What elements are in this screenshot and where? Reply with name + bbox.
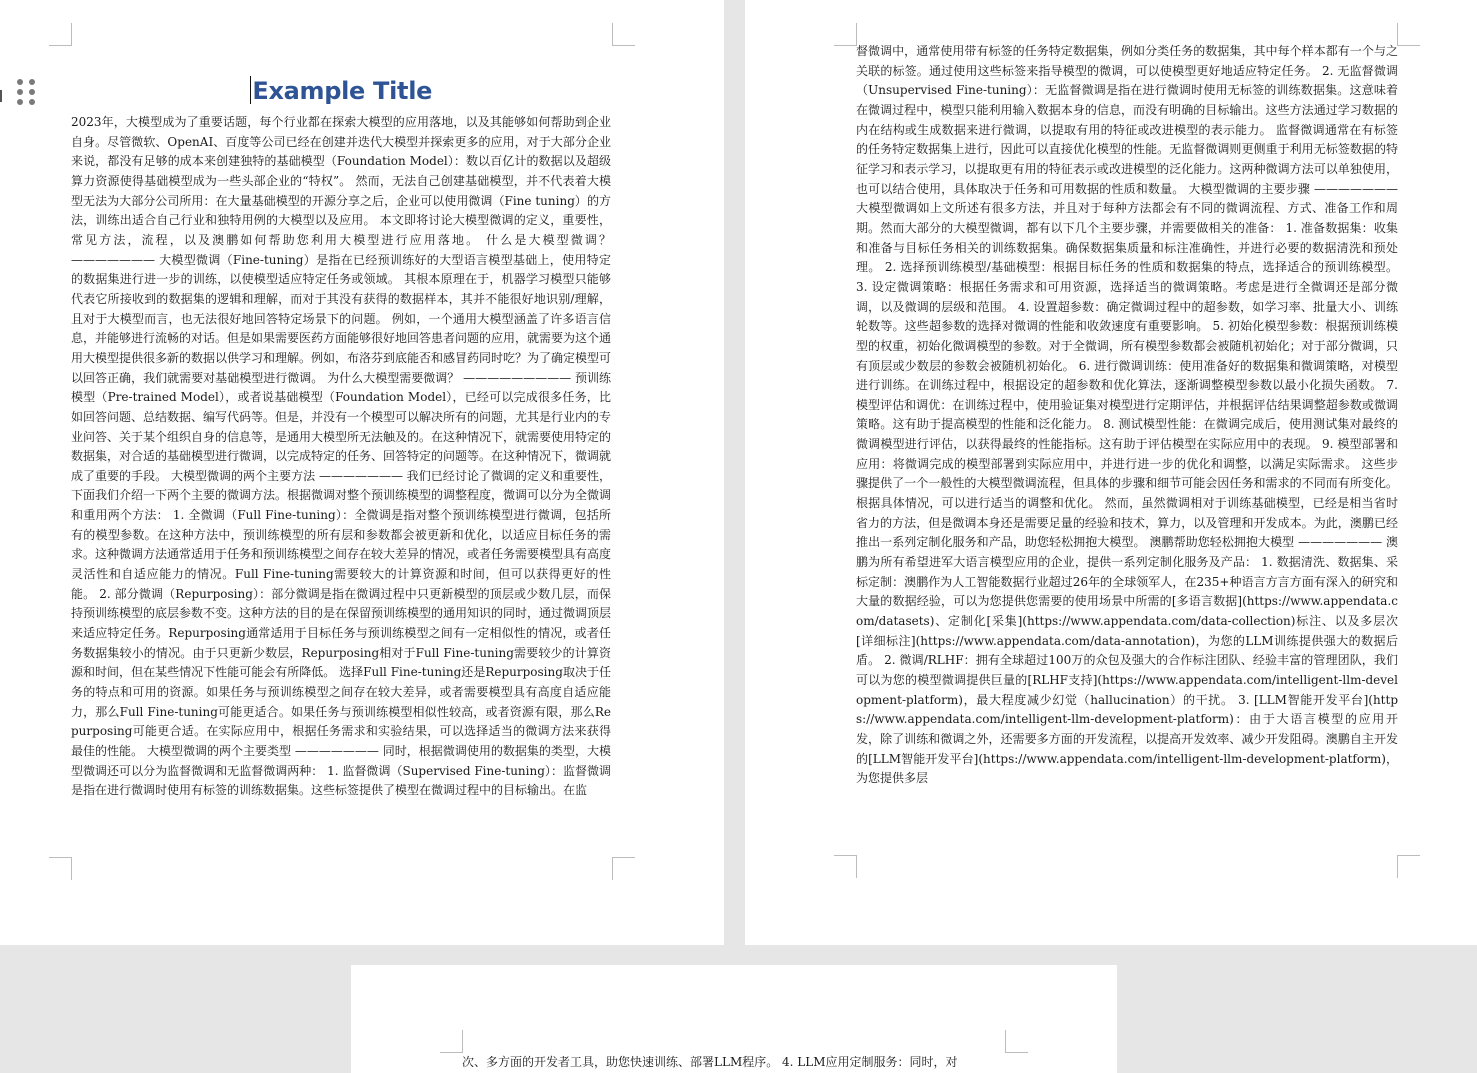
document-title-block[interactable]: [71, 76, 611, 105]
page-3-body-text[interactable]: 次、多方面的开发者工具，助您快速训练、部署LLM程序。 4. LLM应用定制服务：同时，对: [462, 1055, 958, 1069]
crop-mark-top-left: [440, 1030, 463, 1053]
crop-mark-bottom-right: [612, 857, 635, 880]
document-title[interactable]: Example Title: [252, 77, 433, 105]
crop-mark-top-right: [612, 23, 635, 46]
document-page-1[interactable]: [0, 0, 724, 945]
crop-mark-top-left: [49, 23, 72, 46]
page-1-body-text[interactable]: 2023年，大模型成为了重要话题，每个行业都在探索大模型的应用落地，以及其能够如何帮助到企业自身。尽管微软、OpenAI、百度等公司已经在创建并迭代大模型并探索更多的应用，对于大部分企业来说，都没有足够的成本来创建独特的基础模型（Foundation Model）：数以百亿计的数据以及超级算力资源使得基础模型成为一些头部企业的“特权”。 然而，无法自己创建基础模型，并不代表着大模型无法为大部分公司所用：在大量基础模型的开源分享之后，企业可以使用微调（Fine tuning）的方法，训练出适合自己行业和独特用例的大模型以及应用。 本文即将讨论大模型微调的定义，重要性，常见方法，流程，以及澳鹏如何帮助您利用大模型进行应用落地。 什么是大模型微调？ ——————— 大模型微调（Fine-tuning）是指在已经预训练好的大型语言模型基础上，使用特定的数据集进行进一步的训练，以使模型适应特定任务或领域。 其根本原理在于，机器学习模型只能够代表它所接收到的数据集的逻辑和理解，而对于其没有获得的数据样本，其并不能很好地识别/理解，且对于大模型而言，也无法很好地回答特定场景下的问题。 例如，一个通用大模型涵盖了许多语言信息，并能够进行流畅的对话。但是如果需要医药方面能够很好地回答患者问题的应用，就需要为这个通用大模型提供很多新的数据以供学习和理解。例如，布洛芬到底能否和感冒药同时吃？为了确定模型可以回答正确，我们就需要对基础模型进行微调。 为什么大模型需要微调？ ————————— 预训练模型（Pre-trained Model），或者说基础模型（Foundation Model），已经可以完成很多任务，比如回答问题、总结数据、编写代码等。但是，并没有一个模型可以解决所有的问题，尤其是行业内的专业问答、关于某个组织自身的信息等，是通用大模型所无法触及的。在这种情况下，就需要使用特定的数据集，对合适的基础模型进行微调，以完成特定的任务、回答特定的问题等。在这种情况下，微调就成了重要的手段。 大模型微调的两个主要方法 ——————— 我们已经讨论了微调的定义和重要性，下面我们介绍一下两个主要的微调方法。根据微调对整个预训练模型的调整程度，微调可以分为全微调和重用两个方法： 1. 全微调（Full Fine-tuning）：全微调是指对整个预训练模型进行微调，包括所有的模型参数。在这种方法中，预训练模型的所有层和参数都会被更新和优化，以适应目标任务的需求。这种微调方法通常适用于任务和预训练模型之间存在较大差异的情况，或者任务需要模型具有高度灵活性和自适应能力的情况。Full Fine-tuning需要较大的计算资源和时间，但可以获得更好的性能。 2. 部分微调（Repurposing）：部分微调是指在微调过程中只更新模型的顶层或少数几层，而保持预训练模型的底层参数不变。这种方法的目的是在保留预训练模型的通用知识的同时，通过微调顶层来适应特定任务。Repurposing通常适用于目标任务与预训练模型之间有一定相似性的情况，或者任务数据集较小的情况。由于只更新少数层，Repurposing相对于Full Fine-tuning需要较少的计算资源和时间，但在某些情况下性能可能会有所降低。 选择Full Fine-tuning还是Repurposing取决于任务的特点和可用的资源。如果任务与预训练模型之间存在较大差异，或者需要模型具有高度自适应能力，那么Full Fine-tuning可能更适合。如果任务与预训练模型相似性较高，或者资源有限，那么Repurposing可能更合适。在实际应用中，根据任务需求和实验结果，可以选择适当的微调方法来获得最佳的性能。 大模型微调的两个主要类型 ——————— 同时，根据微调使用的数据集的类型，大模型微调还可以分为监督微调和无监督微调两种： 1. 监督微调（Supervised Fine-tuning）：监督微调是指在进行微调时使用有标签的训练数据集。这些标签提供了模型在微调过程中的目标输出。在监: [71, 115, 611, 798]
drag-handle-icon[interactable]: [16, 77, 36, 109]
document-page-2[interactable]: [745, 0, 1477, 945]
page-2-body-text[interactable]: 督微调中，通常使用带有标签的任务特定数据集，例如分类任务的数据集，其中每个样本都有一个与之关联的标签。通过使用这些标签来指导模型的微调，可以使模型更好地适应特定任务。 2. 无监督微调（Unsupervised Fine-tuning）：无监督微调是指在进行微调时使用无标签的训练数据集。这意味着在微调过程中，模型只能利用输入数据本身的信息，而没有明确的目标输出。这些方法通过学习数据的内在结构或生成数据来进行微调，以提取有用的特征或改进模型的表示能力。 监督微调通常在有标签的任务特定数据集上进行，因此可以直接优化模型的性能。无监督微调则更侧重于利用无标签数据的特征学习和表示学习，以提取更有用的特征表示或改进模型的泛化能力。这两种微调方法可以单独使用，也可以结合使用，具体取决于任务和可用数据的性质和数量。 大模型微调的主要步骤 ——————— 大模型微调如上文所述有很多方法，并且对于每种方法都会有不同的微调流程、方式、准备工作和周期。然而大部分的大模型微调，都有以下几个主要步骤，并需要做相关的准备： 1. 准备数据集：收集和准备与目标任务相关的训练数据集。确保数据集质量和标注准确性，并进行必要的数据清洗和预处理。 2. 选择预训练模型/基础模型：根据目标任务的性质和数据集的特点，选择适合的预训练模型。 3. 设定微调策略：根据任务需求和可用资源，选择适当的微调策略。考虑是进行全微调还是部分微调，以及微调的层级和范围。 4. 设置超参数：确定微调过程中的超参数，如学习率、批量大小、训练轮数等。这些超参数的选择对微调的性能和收敛速度有重要影响。 5. 初始化模型参数：根据预训练模型的权重，初始化微调模型的参数。对于全微调，所有模型参数都会被随机初始化；对于部分微调，只有顶层或少数层的参数会被随机初始化。 6. 进行微调训练：使用准备好的数据集和微调策略，对模型进行训练。在训练过程中，根据设定的超参数和优化算法，逐渐调整模型参数以最小化损失函数。 7. 模型评估和调优：在训练过程中，使用验证集对模型进行定期评估，并根据评估结果调整超参数或微调策略。这有助于提高模型的性能和泛化能力。 8. 测试模型性能：在微调完成后，使用测试集对最终的微调模型进行评估，以获得最终的性能指标。这有助于评估模型在实际应用中的表现。 9. 模型部署和应用：将微调完成的模型部署到实际应用中，并进行进一步的优化和调整，以满足实际需求。 这些步骤提供了一个一般性的大模型微调流程，但具体的步骤和细节可能会因任务和需求的不同而有所变化。根据具体情况，可以进行适当的调整和优化。 然而，虽然微调相对于训练基础模型，已经是相当省时省力的方法，但是微调本身还是需要足量的经验和技术，算力，以及管理和开发成本。为此，澳鹏已经推出一系列定制化服务和产品，助您轻松拥抱大模型。 澳鹏帮助您轻松拥抱大模型 ——————— 澳鹏为所有希望进军大语言模型应用的企业，提供一系列定制化服务及产品： 1. 数据清洗、数据集、采标定制：澳鹏作为人工智能数据行业超过26年的全球领军人，在235+种语言方言方面有深入的研究和大量的数据经验，可以为您提供您需要的使用场景中所需的[多语言数据](https://www.appendata.com/datasets)、定制化[采集](https://www.appendata.com/data-collection)标注、以及多层次[详细标注](https://www.appendata.com/data-annotation)，为您的LLM训练提供强大的数据后盾。 2. 微调/RLHF：拥有全球超过100万的众包及强大的合作标注团队、经验丰富的管理团队，我们可以为您的模型微调提供巨量的[RLHF支持](https://www.appendata.com/intelligent-llm-development-platform)，最大程度减少幻觉（hallucination）的干扰。 3. [LLM智能开发平台](https://www.appendata.com/intelligent-llm-development-platform)：由于大语言模型的应用开发，除了训练和微调之外，还需要多方面的开发流程，以提高开发效率、减少开发阻碍。澳鹏自主开发的[LLM智能开发平台](https://www.appendata.com/intelligent-llm-development-platform)，为您提供多层: [856, 44, 1398, 786]
left-edge-marker: [0, 90, 2, 102]
crop-mark-bottom-left: [834, 855, 857, 878]
crop-mark-bottom-right: [1397, 855, 1420, 878]
crop-mark-top-right: [1397, 23, 1420, 46]
document-page-3[interactable]: [351, 965, 1117, 1073]
crop-mark-bottom-left: [49, 857, 72, 880]
crop-mark-top-left: [834, 23, 857, 46]
crop-mark-top-right: [1005, 1030, 1028, 1053]
